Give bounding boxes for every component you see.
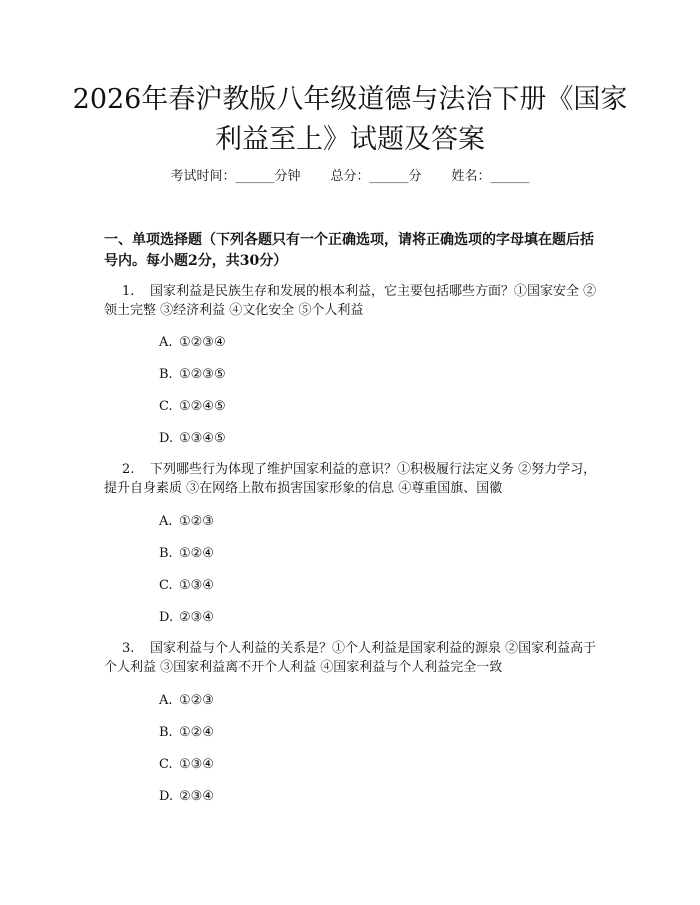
- option-letter: A.: [159, 514, 173, 529]
- option-text: ①③④: [179, 757, 214, 772]
- question-2: [104, 460, 604, 498]
- score-blank: ______分: [369, 169, 422, 184]
- option-3b: [159, 724, 214, 742]
- option-1d: [159, 430, 226, 448]
- question-text: 国家利益与个人利益的关系是？①个人利益是国家利益的源泉 ②国家利益高于个人利益 ③国家利益离不开个人利益 ④国家利益与个人利益完全一致: [104, 641, 597, 675]
- option-text: ①③④⑤: [179, 431, 226, 446]
- option-1c: [159, 398, 226, 416]
- exam-info: [0, 168, 700, 186]
- name-blank: ______: [490, 169, 530, 184]
- option-letter: C.: [159, 757, 173, 772]
- option-letter: B.: [159, 546, 173, 561]
- option-text: ②③④: [179, 610, 214, 625]
- score-label: 总分：: [330, 169, 370, 184]
- question-number: 1.: [122, 284, 135, 299]
- option-letter: C.: [159, 399, 173, 414]
- time-blank: ______分钟: [235, 169, 301, 184]
- option-letter: B.: [159, 367, 173, 382]
- option-text: ①②④: [179, 546, 214, 561]
- question-3: [104, 639, 604, 677]
- option-text: ①③④: [179, 578, 214, 593]
- option-text: ①②④: [179, 725, 214, 740]
- option-3d: [159, 788, 214, 806]
- option-letter: D.: [159, 610, 174, 625]
- option-letter: B.: [159, 725, 173, 740]
- option-text: ①②③: [179, 693, 214, 708]
- option-letter: D.: [159, 431, 174, 446]
- option-1a: [159, 334, 226, 352]
- question-number: 3.: [122, 641, 135, 656]
- option-3a: [159, 692, 214, 710]
- question-text: 下列哪些行为体现了维护国家利益的意识？①积极履行法定义务 ②努力学习，提升自身素质 ③在网络上散布损害国家形象的信息 ④尊重国旗、国徽: [104, 462, 597, 496]
- question-1: [104, 282, 604, 320]
- option-1b: [159, 366, 226, 384]
- option-2a: [159, 513, 214, 531]
- name-label: 姓名：: [451, 169, 491, 184]
- option-2c: [159, 577, 214, 595]
- section-heading: 一、单项选择题（下列各题只有一个正确选项，请将正确选项的字母填在题后括号内。每小题2分，共30分）: [104, 232, 594, 269]
- option-2b: [159, 545, 214, 563]
- question-number: 2.: [122, 462, 135, 477]
- option-3c: [159, 756, 214, 774]
- option-2d: [159, 609, 214, 627]
- option-text: ①②③: [179, 514, 214, 529]
- time-label: 考试时间：: [170, 169, 236, 184]
- option-letter: A.: [159, 693, 173, 708]
- option-letter: C.: [159, 578, 173, 593]
- option-letter: D.: [159, 789, 174, 804]
- option-text: ①②③④: [179, 335, 226, 350]
- page-title: 2026年春沪教版八年级道德与法治下册《国家利益至上》试题及答案: [72, 84, 628, 155]
- question-text: 国家利益是民族生存和发展的根本利益，它主要包括哪些方面？①国家安全 ②领土完整 ③经济利益 ④文化安全 ⑤个人利益: [104, 284, 597, 318]
- option-text: ①②③⑤: [179, 367, 226, 382]
- option-text: ①②④⑤: [179, 399, 226, 414]
- option-letter: A.: [159, 335, 173, 350]
- option-text: ②③④: [179, 789, 214, 804]
